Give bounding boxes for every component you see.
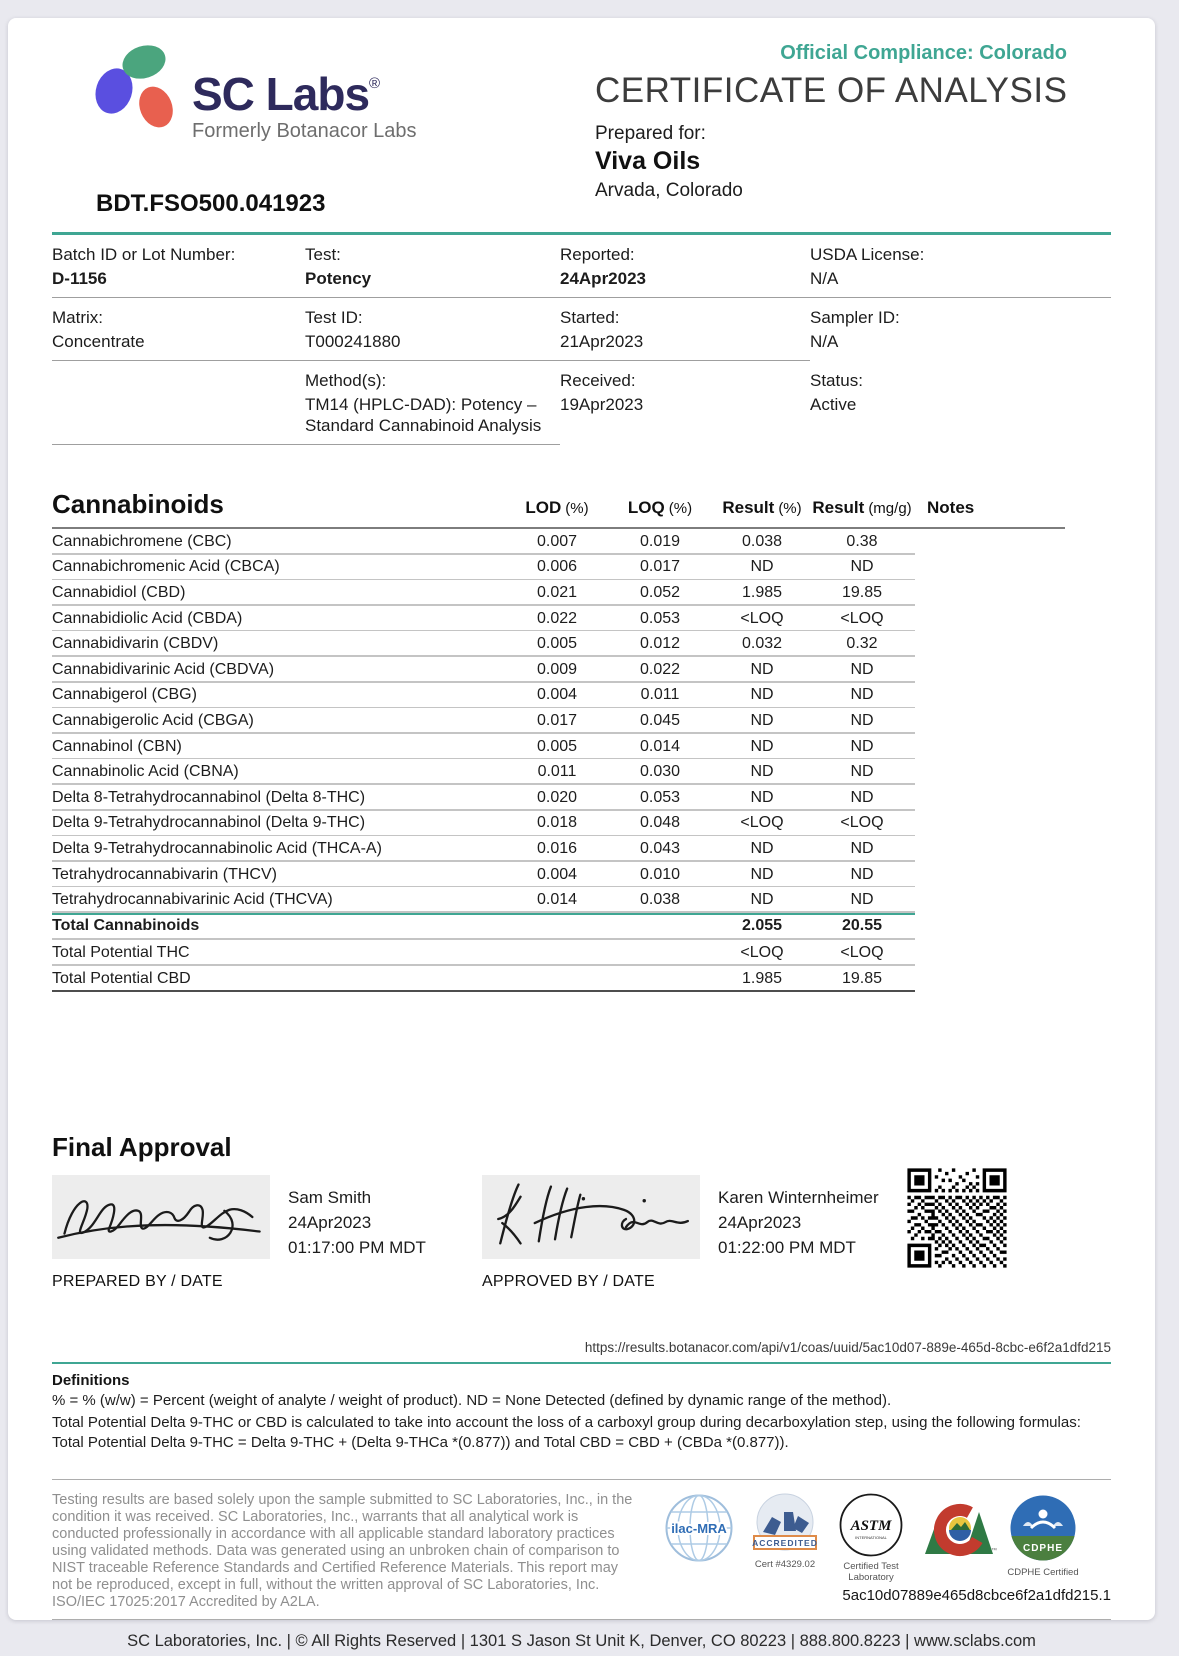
section-divider bbox=[52, 1362, 1111, 1365]
meta-cell bbox=[810, 361, 1111, 445]
meta-value: D-1156 bbox=[52, 269, 107, 288]
registered-mark: ® bbox=[369, 75, 381, 92]
approved-signature bbox=[482, 1175, 700, 1259]
meta-cell bbox=[52, 235, 305, 298]
lod-value: 0.011 bbox=[537, 763, 577, 781]
loq-value: 0.017 bbox=[639, 558, 681, 576]
col-header-result-mgg: Result (mg/g) bbox=[812, 498, 912, 517]
meta-cell bbox=[560, 298, 810, 361]
lod-value: 0.020 bbox=[536, 788, 578, 806]
result-pct-value: ND bbox=[750, 558, 774, 576]
result-pct-value: ND bbox=[750, 686, 774, 704]
table-row bbox=[52, 631, 1065, 657]
loq-value: 0.053 bbox=[639, 609, 681, 627]
meta-label: Reported: bbox=[560, 245, 635, 264]
table-row bbox=[52, 940, 1065, 966]
result-pct-value: ND bbox=[750, 660, 774, 678]
astm-caption: Certified Test Laboratory bbox=[843, 1561, 899, 1584]
meta-cell bbox=[52, 361, 305, 445]
table-row bbox=[52, 683, 1065, 709]
loq-value: 0.045 bbox=[639, 711, 681, 729]
result-mgg-value: 19.85 bbox=[841, 583, 883, 601]
lod-value: 0.005 bbox=[536, 635, 578, 653]
result-pct-value: 0.032 bbox=[741, 635, 783, 653]
cdphe-badge-icon bbox=[1007, 1492, 1079, 1564]
meta-label: Test ID: bbox=[305, 308, 363, 327]
cannabinoids-table-header bbox=[52, 489, 1065, 529]
meta-value: Concentrate bbox=[52, 332, 145, 351]
meta-label: Sampler ID: bbox=[810, 308, 900, 327]
lod-value: 0.004 bbox=[536, 686, 578, 704]
result-mgg-value: <LOQ bbox=[840, 814, 884, 832]
result-pct-value: <LOQ bbox=[740, 609, 784, 627]
table-row bbox=[52, 836, 1065, 862]
cannabinoids-title: Cannabinoids bbox=[52, 489, 224, 519]
meta-cell bbox=[810, 235, 1111, 298]
logo-name bbox=[192, 60, 417, 118]
sc-labs-logo-icon bbox=[96, 44, 192, 148]
result-pct-value: ND bbox=[750, 788, 774, 806]
analyte-name: Tetrahydrocannabivarin (THCV) bbox=[52, 865, 277, 883]
approved-date: 24Apr2023 bbox=[718, 1212, 802, 1232]
meta-value: N/A bbox=[810, 269, 839, 288]
meta-label: Received: bbox=[560, 371, 636, 390]
signature-prepared-icon bbox=[52, 1175, 270, 1259]
result-mgg-value: ND bbox=[850, 711, 874, 729]
a2la-accredited-badge-icon bbox=[749, 1492, 821, 1556]
loq-value: 0.011 bbox=[640, 686, 680, 704]
svg-text:CDPHE: CDPHE bbox=[1022, 1543, 1064, 1555]
meta-cell bbox=[305, 298, 560, 361]
meta-label: Status: bbox=[810, 371, 863, 390]
prepared-by-caption: PREPARED BY / DATE bbox=[52, 1272, 223, 1290]
result-mgg-value: 0.32 bbox=[846, 635, 878, 653]
analyte-name: Cannabichromene (CBC) bbox=[52, 532, 232, 550]
analyte-name: Cannabidiol (CBD) bbox=[52, 583, 186, 601]
col-header-notes: Notes bbox=[927, 498, 975, 517]
meta-label: Batch ID or Lot Number: bbox=[52, 245, 236, 264]
meta-value: 19Apr2023 bbox=[560, 395, 644, 414]
result-pct-value: 1.985 bbox=[741, 583, 783, 601]
table-row bbox=[52, 555, 1065, 581]
analyte-name: Cannabidiolic Acid (CBDA) bbox=[52, 609, 243, 627]
svg-text:™: ™ bbox=[991, 1548, 997, 1555]
approved-time: 01:22:00 PM MDT bbox=[718, 1237, 856, 1257]
result-pct-value: 2.055 bbox=[741, 917, 783, 935]
astm-badge-icon bbox=[835, 1492, 907, 1558]
coa-result-link[interactable]: https://results.botanacor.com/api/v1/coas/uuid/5ac10d07-889e-465d-8cbc-e6f2a1dfd215 bbox=[584, 1339, 1111, 1355]
a2la-cert-caption: Cert #4329.02 bbox=[754, 1559, 816, 1571]
result-mgg-value: ND bbox=[850, 891, 874, 909]
loq-value: 0.012 bbox=[639, 635, 681, 653]
qr-code bbox=[904, 1165, 1010, 1271]
loq-value: 0.010 bbox=[639, 865, 681, 883]
definitions-line-1: % = % (w/w) = Percent (weight of analyte / weight of product). ND = None Detected (defined by dynamic range of the method). bbox=[52, 1392, 892, 1410]
definitions-section bbox=[52, 1372, 1111, 1453]
lod-value: 0.004 bbox=[536, 865, 578, 883]
meta-value: Active bbox=[810, 395, 857, 414]
loq-value: 0.052 bbox=[639, 583, 681, 601]
loq-value: 0.019 bbox=[639, 532, 681, 550]
meta-value: 24Apr2023 bbox=[560, 269, 647, 288]
compliance-label: Official Compliance: Colorado bbox=[780, 42, 1067, 64]
result-pct-value: ND bbox=[750, 711, 774, 729]
meta-label: Test: bbox=[305, 245, 341, 264]
svg-text:INTERNATIONAL: INTERNATIONAL bbox=[855, 1535, 887, 1541]
result-pct-value: 0.038 bbox=[741, 532, 783, 550]
cannabinoids-table-body bbox=[52, 529, 1065, 992]
result-mgg-value: ND bbox=[850, 788, 874, 806]
client-name: Viva Oils bbox=[595, 147, 701, 175]
prepared-date: 24Apr2023 bbox=[288, 1212, 372, 1232]
final-approval-section bbox=[52, 1132, 1111, 1365]
final-approval-title: Final Approval bbox=[52, 1131, 232, 1162]
svg-text:ilac-MRA: ilac-MRA bbox=[671, 1521, 727, 1537]
analyte-name: Total Potential CBD bbox=[52, 969, 191, 987]
meta-value: 21Apr2023 bbox=[560, 332, 644, 351]
result-pct-value: <LOQ bbox=[740, 943, 784, 961]
lod-value: 0.009 bbox=[536, 660, 578, 678]
table-row bbox=[52, 966, 1065, 992]
result-mgg-value: 20.55 bbox=[841, 917, 883, 935]
lod-value: 0.005 bbox=[536, 737, 578, 755]
approved-info bbox=[700, 1175, 912, 1291]
lod-value: 0.018 bbox=[536, 814, 578, 832]
document-header bbox=[52, 18, 1111, 232]
analyte-name: Cannabidivarinic Acid (CBDVA) bbox=[52, 660, 275, 678]
table-row bbox=[52, 606, 1065, 632]
lod-value: 0.021 bbox=[536, 583, 578, 601]
client-location: Arvada, Colorado bbox=[595, 180, 743, 201]
prepared-info bbox=[270, 1175, 482, 1291]
analyte-name: Cannabigerol (CBG) bbox=[52, 686, 197, 704]
result-mgg-value: ND bbox=[850, 660, 874, 678]
col-header-result-pct: Result (%) bbox=[722, 498, 802, 517]
meta-cell bbox=[305, 361, 560, 445]
definitions-title: Definitions bbox=[52, 1372, 130, 1390]
disclaimer-text: Testing results are based solely upon the sample submitted to SC Laboratories, Inc., in the condition it was received. SC Laboratories, Inc., warrants that all analytical work is conducted professionally in accordance with all applicable standard laboratory practices using validated methods. Data was generated using an unbroken chain of comparison to NIST traceable Reference Standards and Certified Reference Materials. This report may not be reproduced, except in full, without the written approval of SC Laboratories, Inc. ISO/IEC 17025:2017 Accredited by A2LA. bbox=[52, 1492, 633, 1611]
logo-oval-coral bbox=[133, 82, 178, 133]
lod-value: 0.014 bbox=[536, 891, 578, 909]
analyte-name: Cannabinolic Acid (CBNA) bbox=[52, 763, 239, 781]
lod-value: 0.006 bbox=[536, 558, 578, 576]
approved-by-caption: APPROVED BY / DATE bbox=[482, 1272, 655, 1290]
analyte-name: Delta 9-Tetrahydrocannabinolic Acid (THCA-A) bbox=[52, 839, 382, 857]
result-mgg-value: <LOQ bbox=[840, 609, 884, 627]
result-pct-value: ND bbox=[750, 891, 774, 909]
cannabinoids-table bbox=[52, 489, 1065, 992]
svg-text:ACCREDITED: ACCREDITED bbox=[752, 1538, 818, 1549]
analyte-name: Delta 9-Tetrahydrocannabinol (Delta 9-THC) bbox=[52, 814, 366, 832]
table-row bbox=[52, 734, 1065, 760]
loq-value: 0.038 bbox=[639, 891, 681, 909]
analyte-name: Total Cannabinoids bbox=[52, 917, 200, 935]
sample-meta-table bbox=[52, 232, 1111, 445]
result-mgg-value: ND bbox=[850, 737, 874, 755]
disclaimer-section bbox=[52, 1479, 1111, 1620]
col-header-loq: LOQ (%) bbox=[627, 498, 693, 517]
meta-value: TM14 (HPLC-DAD): Potency – Standard Cannabinoid Analysis bbox=[305, 395, 542, 435]
result-mgg-value: 0.38 bbox=[846, 532, 878, 550]
lod-value: 0.022 bbox=[536, 609, 578, 627]
meta-cell bbox=[52, 298, 305, 361]
analyte-name: Cannabinol (CBN) bbox=[52, 737, 182, 755]
table-row bbox=[52, 708, 1065, 734]
result-pct-value: ND bbox=[750, 839, 774, 857]
analyte-name: Cannabichromenic Acid (CBCA) bbox=[52, 558, 280, 576]
logo-tagline: Formerly Botanacor Labs bbox=[192, 120, 417, 142]
analyte-name: Cannabidivarin (CBDV) bbox=[52, 635, 219, 653]
col-header-lod: LOD (%) bbox=[525, 498, 589, 517]
prepared-name: Sam Smith bbox=[288, 1187, 372, 1207]
lod-value: 0.017 bbox=[536, 711, 578, 729]
result-mgg-value: ND bbox=[850, 839, 874, 857]
result-mgg-value: 19.85 bbox=[841, 969, 883, 987]
logo-wordmark: SC Labs bbox=[192, 68, 370, 120]
sc-labs-logo bbox=[96, 44, 417, 148]
table-row bbox=[52, 785, 1065, 811]
signature-approved-icon bbox=[482, 1175, 700, 1259]
meta-cell bbox=[560, 235, 810, 298]
meta-label: Started: bbox=[560, 308, 620, 327]
analyte-name: Tetrahydrocannabivarinic Acid (THCVA) bbox=[52, 891, 333, 909]
table-row bbox=[52, 759, 1065, 785]
ilac-mra-badge-icon bbox=[663, 1492, 735, 1564]
result-pct-value: ND bbox=[750, 865, 774, 883]
table-row bbox=[52, 529, 1065, 555]
report-id: BDT.FSO500.041923 bbox=[96, 190, 326, 217]
coa-document bbox=[8, 18, 1155, 1651]
table-row bbox=[52, 913, 1065, 940]
lod-value: 0.007 bbox=[536, 532, 578, 550]
analyte-name: Delta 8-Tetrahydrocannabinol (Delta 8-THC) bbox=[52, 788, 366, 806]
definitions-line-2: Total Potential Delta 9-THC or CBD is calculated to take into account the loss of a carboxyl group during decarboxylation step, using the following formulas: Total Potential Delta 9-THC = Delta 9-THC + (Delta 9-THCa *(0.877)) and Total CBD = CBD + (CBDa *(0.877)). bbox=[52, 1414, 1081, 1452]
table-row bbox=[52, 862, 1065, 888]
meta-label: Matrix: bbox=[52, 308, 103, 327]
prepared-for-label: Prepared for: bbox=[595, 123, 706, 144]
table-row bbox=[52, 657, 1065, 683]
result-mgg-value: ND bbox=[850, 558, 874, 576]
loq-value: 0.030 bbox=[639, 763, 681, 781]
loq-value: 0.043 bbox=[639, 839, 681, 857]
svg-text:ASTM: ASTM bbox=[850, 1518, 892, 1535]
table-row bbox=[52, 887, 1065, 913]
page-title: CERTIFICATE OF ANALYSIS bbox=[595, 71, 1068, 110]
prepared-signature bbox=[52, 1175, 270, 1259]
result-mgg-value: ND bbox=[850, 865, 874, 883]
loq-value: 0.022 bbox=[639, 660, 681, 678]
prepared-time: 01:17:00 PM MDT bbox=[288, 1237, 426, 1257]
result-pct-value: ND bbox=[750, 737, 774, 755]
document-footer: SC Laboratories, Inc. | © All Rights Reserved | 1301 S Jason St Unit K, Denver, CO 80223 | 888.800.8223 | www.sclabs.com bbox=[127, 1632, 1036, 1651]
lod-value: 0.016 bbox=[536, 839, 578, 857]
meta-label: Method(s): bbox=[305, 371, 387, 390]
meta-cell bbox=[305, 235, 560, 298]
analyte-name: Total Potential THC bbox=[52, 943, 190, 961]
loq-value: 0.048 bbox=[639, 814, 681, 832]
loq-value: 0.014 bbox=[639, 737, 681, 755]
coa-hash: 5ac10d07889e465d8cbce6f2a1dfd215.1 bbox=[842, 1587, 1111, 1605]
cdphe-caption: CDPHE Certified bbox=[1007, 1567, 1079, 1579]
result-mgg-value: ND bbox=[850, 686, 874, 704]
result-mgg-value: <LOQ bbox=[840, 943, 884, 961]
meta-value: T000241880 bbox=[305, 332, 401, 351]
meta-value: Potency bbox=[305, 269, 372, 288]
meta-label: USDA License: bbox=[810, 245, 925, 264]
colorado-badge-icon bbox=[921, 1492, 999, 1560]
table-row bbox=[52, 811, 1065, 837]
loq-value: 0.053 bbox=[639, 788, 681, 806]
result-pct-value: <LOQ bbox=[740, 814, 784, 832]
meta-value: N/A bbox=[810, 332, 839, 351]
analyte-name: Cannabigerolic Acid (CBGA) bbox=[52, 711, 254, 729]
approved-name: Karen Winternheimer bbox=[718, 1187, 879, 1207]
meta-cell bbox=[810, 298, 1111, 361]
result-pct-value: 1.985 bbox=[741, 969, 783, 987]
result-mgg-value: ND bbox=[850, 763, 874, 781]
meta-cell bbox=[560, 361, 810, 445]
result-pct-value: ND bbox=[750, 763, 774, 781]
table-row bbox=[52, 580, 1065, 606]
